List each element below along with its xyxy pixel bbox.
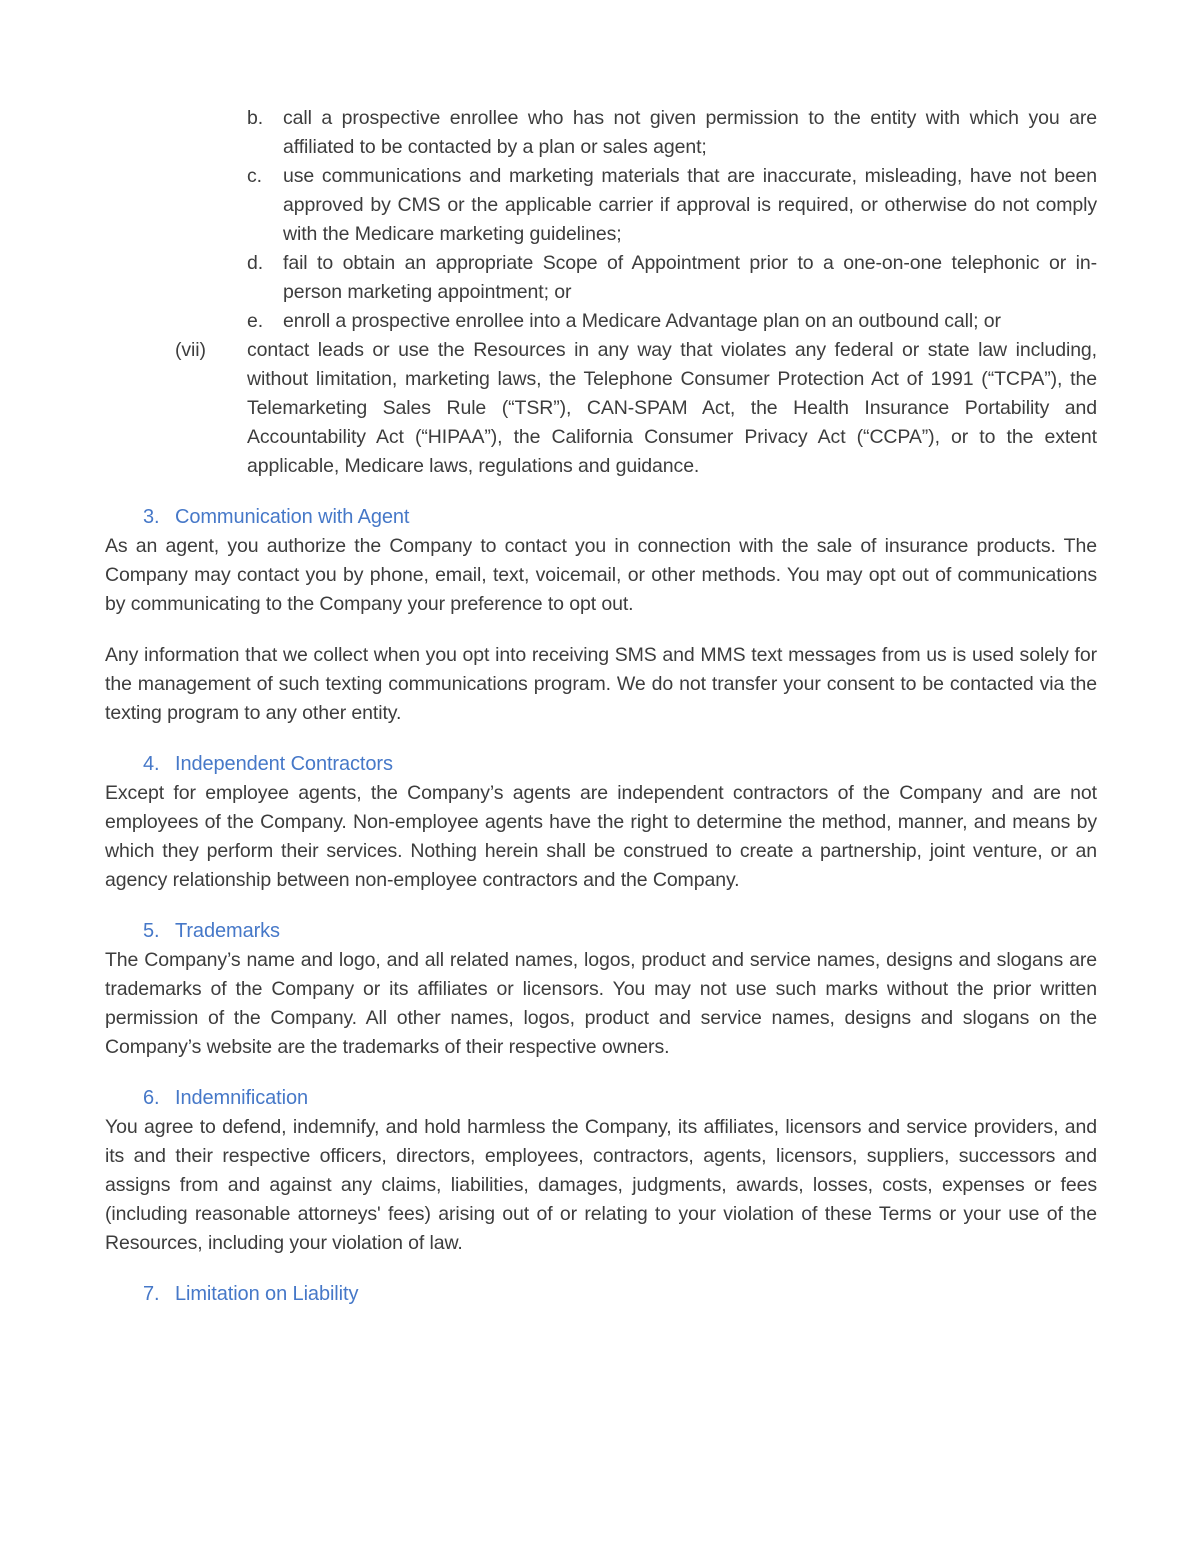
section-heading-6 <box>105 1084 1097 1113</box>
section-trademarks <box>105 917 1097 1062</box>
section-title: Independent Contractors <box>175 753 393 775</box>
section-3-paragraph-1: As an agent, you authorize the Company to contact you in connection with the sale of insurance products. The Company may contact you by phone, email, text, voicemail, or other methods. You may opt out of communications by communicating to the Company your preference to opt out. <box>105 535 1097 615</box>
section-indemnification <box>105 1084 1097 1258</box>
section-number: 7. <box>143 1283 160 1305</box>
section-6-paragraph-1: You agree to defend, indemnify, and hold harmless the Company, its affiliates, licensors and service providers, and its and their respective officers, directors, employees, contractors, agents, licensors, suppliers, successors and assigns from and against any claims, liabilities, damages, judgments, awards, losses, costs, expenses or fees (including reasonable attorneys' fees) arising out of or relating to your violation of these Terms or your use of the Resources, including your violation of law. <box>105 1116 1097 1254</box>
list-item-e <box>105 307 1097 336</box>
section-heading-4 <box>105 750 1097 779</box>
list-item-vii <box>105 336 1097 481</box>
list-marker-d: d. <box>247 252 264 274</box>
section-5-paragraph-1: The Company’s name and logo, and all related names, logos, product and service names, designs and slogans are trademarks of the Company or its affiliates or licensors. You may not use such marks without the prior written permission of the Company. All other names, logos, product and service names, designs and slogans on the Company’s website are the trademarks of their respective owners. <box>105 949 1097 1058</box>
list-item-c <box>105 162 1097 249</box>
section-title: Indemnification <box>175 1087 309 1109</box>
section-4-paragraph-1: Except for employee agents, the Company’s agents are independent contractors of the Company and are not employees of the Company. Non-employee agents have the right to determine the method, manner, and means by which they perform their services. Nothing herein shall be construed to create a partnership, joint venture, or an agency relationship between non-employee contractors and the Company. <box>105 782 1097 891</box>
list-marker-b: b. <box>247 107 264 129</box>
section-title: Limitation on Liability <box>175 1283 359 1305</box>
section-title: Communication with Agent <box>175 506 410 528</box>
list-text-b: call a prospective enrollee who has not given permission to the entity with which you are affiliated to be contacted by a plan or sales agent; <box>283 107 1097 158</box>
section-heading-5 <box>105 917 1097 946</box>
list-marker-vii: (vii) <box>175 339 206 361</box>
section-heading-7 <box>105 1280 1097 1309</box>
section-number: 4. <box>143 753 160 775</box>
list-marker-c: c. <box>247 165 262 187</box>
section-number: 6. <box>143 1087 160 1109</box>
section-title: Trademarks <box>175 920 280 942</box>
section-heading-3 <box>105 503 1097 532</box>
list-marker-e: e. <box>247 310 264 332</box>
list-item-b <box>105 104 1097 162</box>
list-text-vii: contact leads or use the Resources in any way that violates any federal or state law including, without limitation, marketing laws, the Telephone Consumer Protection Act of 1991 (“TCPA”), the Telemarketing Sales Rule (“TSR”), CAN-SPAM Act, the Health Insurance Portability and Accountability Act (“HIPAA”), the California Consumer Privacy Act (“CCPA”), or to the extent applicable, Medicare laws, regulations and guidance. <box>247 339 1097 477</box>
list-text-d: fail to obtain an appropriate Scope of Appointment prior to a one-on-one telephonic or in-person marketing appointment; or <box>283 252 1097 303</box>
section-limitation-on-liability <box>105 1280 1097 1309</box>
prohibited-actions-list <box>105 104 1097 481</box>
section-communication-with-agent <box>105 503 1097 728</box>
list-text-e: enroll a prospective enrollee into a Medicare Advantage plan on an outbound call; or <box>283 310 1001 332</box>
list-item-d <box>105 249 1097 307</box>
list-text-c: use communications and marketing materials that are inaccurate, misleading, have not been approved by CMS or the applicable carrier if approval is required, or otherwise do not comply with the Medicare marketing guidelines; <box>283 165 1097 245</box>
section-number: 5. <box>143 920 160 942</box>
section-3-paragraph-2: Any information that we collect when you opt into receiving SMS and MMS text messages from us is used solely for the management of such texting communications program. We do not transfer your consent to be contacted via the texting program to any other entity. <box>105 644 1097 724</box>
section-independent-contractors <box>105 750 1097 895</box>
section-number: 3. <box>143 506 160 528</box>
